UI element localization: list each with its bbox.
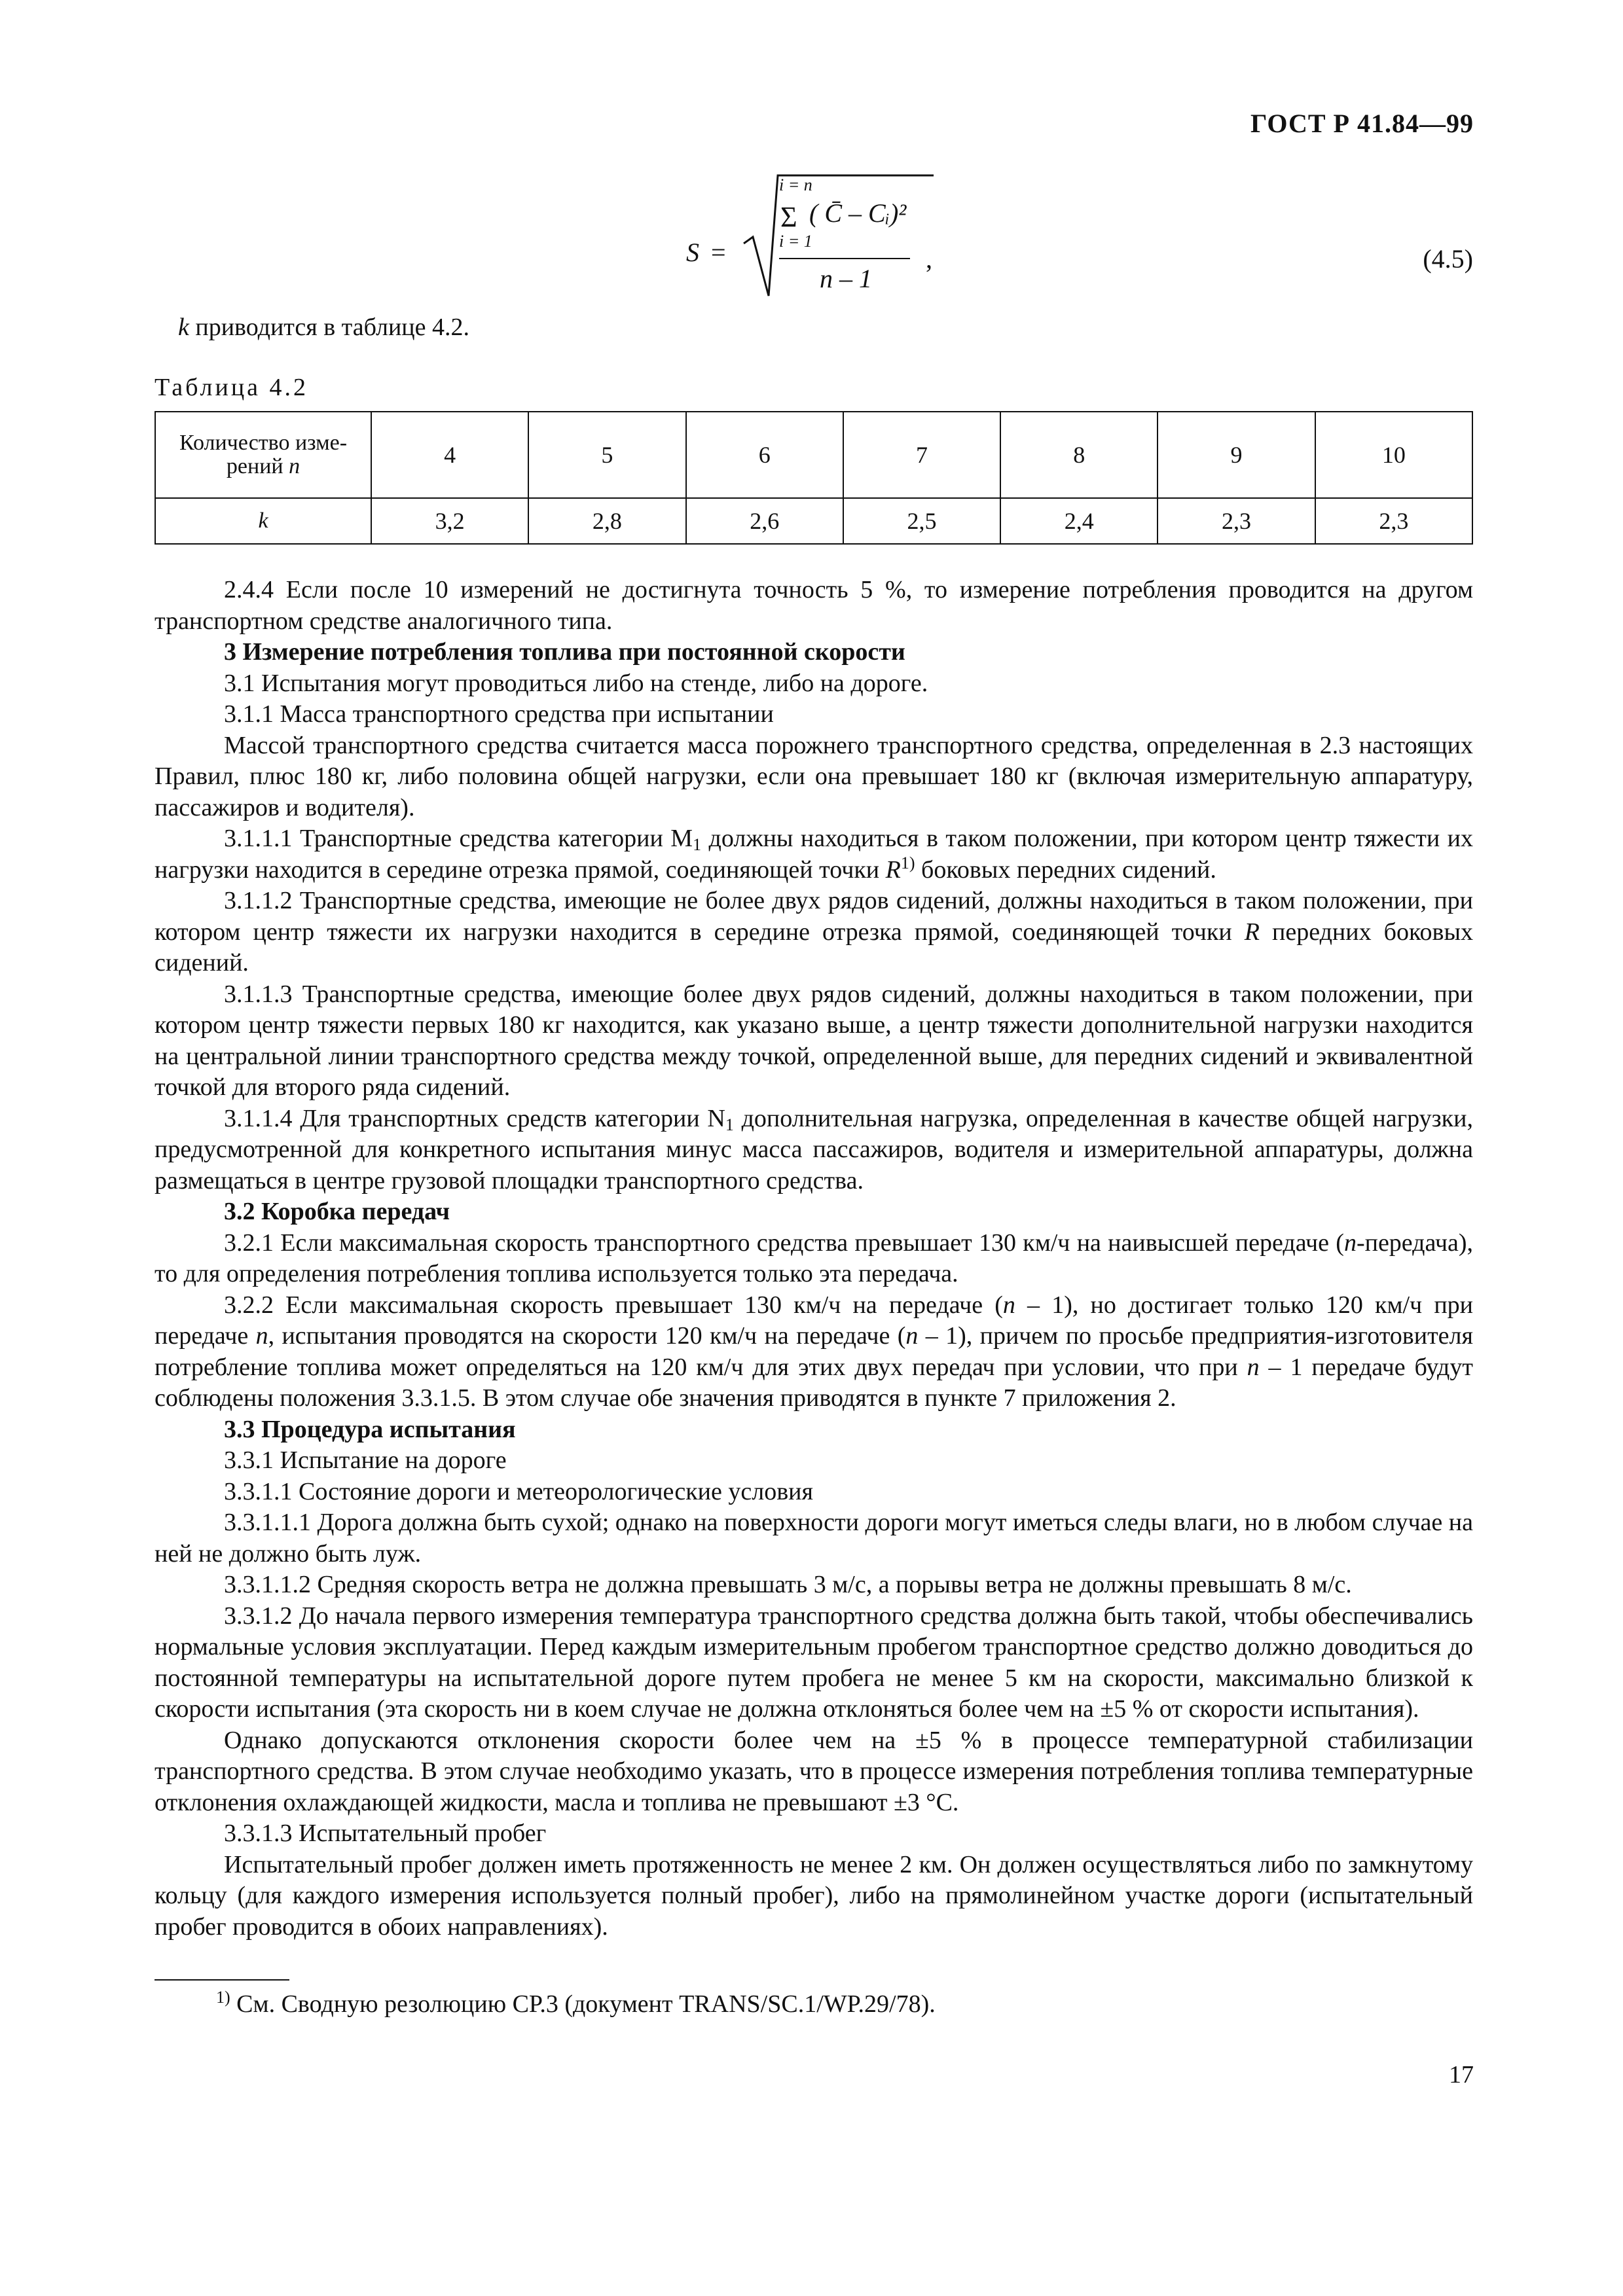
paragraph: 3.3.1.2 До начала первого измерения температура транспортного средства должна быть такой, чтобы обеспечивались нормальные условия эксплуатации. Перед каждым измерительным пробегом транспортное средство должно доводиться до постоянной температуры на испытательной дороге путем пробега не менее 5 км на скорости, максимально близкой к скорости испытания (эта скорость ни в коем случае не должна отклоняться более чем на ±5 % от скорости испытания).	[155, 1602, 1473, 1723]
table-cell: 9	[1158, 412, 1315, 498]
sum-term: ( C̄ – Cᵢ)²	[809, 198, 907, 228]
table-cell: 2,3	[1158, 498, 1315, 544]
text-run: – 1 передаче будут соблюдены положения 3.3.1.5. В этом случае обе значения приводятся в пункте 7 приложения 2.	[155, 1353, 1473, 1412]
point-r: R	[885, 855, 901, 884]
formula-lhs: S	[686, 238, 699, 267]
text-run: – 1), причем по просьбе предприятия-изготовителя потребление топлива может определяться на 120 км/ч для этих двух передач при условии, что при	[155, 1322, 1473, 1381]
var-n: n	[255, 1322, 268, 1350]
point-r: R	[1244, 918, 1260, 946]
table-cell: 2,6	[686, 498, 843, 544]
text-run: – 1), но достигает только 120 км/ч при передаче	[155, 1291, 1473, 1350]
paragraph	[155, 1290, 1473, 1414]
text-run: 3.1.1.4 Для транспортных средств категории N	[224, 1104, 725, 1132]
section-heading: 3.3 Процедура испытания	[224, 1415, 516, 1443]
text-run: 3.1.1.2 Транспортные средства, имеющие не более двух рядов сидений, должны находиться в таком положении, при котором центр тяжести их нагрузки находится в середине отрезка прямой, соединяющей точки	[155, 887, 1473, 946]
table-cell: 2,3	[1315, 498, 1472, 544]
paragraph: 3.3.1.1 Состояние дороги и метеорологические условия	[224, 1477, 813, 1505]
formula-4-5	[655, 171, 1473, 302]
paragraph: 3.1.1 Масса транспортного средства при испытании	[224, 700, 774, 728]
text-run: 3.1.1.1 Транспортные средства категории M	[224, 825, 693, 852]
table-cell: 2,8	[528, 498, 685, 544]
paragraph	[155, 1228, 1473, 1290]
paragraph: Массой транспортного средства считается масса порожнего транспортного средства, определенная в 2.3 настоящих Правил, плюс 180 кг, либо половина общей нагрузки, если она превышает 180 кг (включая измерительную аппаратуру, пассажиров и водителя).	[155, 731, 1473, 821]
k-note	[178, 313, 469, 342]
section-heading: 3.2 Коробка передач	[224, 1198, 450, 1225]
table-row	[155, 498, 1472, 544]
footnote-mark: 1)	[216, 1988, 230, 2007]
paragraph	[155, 823, 1473, 886]
var-n: n	[1343, 1229, 1357, 1257]
text-run: передних боковых сидений.	[155, 918, 1473, 977]
table-cell: 10	[1315, 412, 1472, 498]
paragraph: 3.1 Испытания могут проводиться либо на стенде, либо на дороге.	[224, 669, 928, 697]
paragraph: 2.4.4 Если после 10 измерений не достигнута точность 5 %, то измерение потребления проводится на другом транспортном средстве аналогичного типа.	[155, 576, 1473, 635]
table-cell: 2,4	[1000, 498, 1158, 544]
table-header-cell	[155, 412, 371, 498]
table-cell: 7	[843, 412, 1000, 498]
paragraph	[155, 886, 1473, 979]
page-number: 17	[1449, 2061, 1474, 2089]
formula-number: (4.5)	[1423, 244, 1473, 274]
var-n: n	[1247, 1353, 1260, 1381]
subscript: 1	[725, 1115, 734, 1134]
footnote-text: См. Сводную резолюцию СР.3 (документ TRANS/SC.1/WP.29/78).	[230, 1990, 936, 2018]
table-row	[155, 412, 1472, 498]
text-run: -передача), то для определения потребления топлива используется только эта передача.	[155, 1229, 1473, 1287]
formula-comma: ,	[926, 244, 932, 274]
document-code: ГОСТ Р 41.84—99	[1250, 109, 1474, 138]
text-run: 3.2.1 Если максимальная скорость транспортного средства превышает 130 км/ч на наивысшей передаче (	[224, 1229, 1344, 1257]
text-run: , испытания проводятся на скорости 120 км/ч на передаче (	[268, 1322, 906, 1350]
paragraph: 3.3.1 Испытание на дороге	[224, 1446, 507, 1474]
paragraph: Однако допускаются отклонения скорости более чем на ±5 % в процессе температурной стабилизации транспортного средства. В этом случае необходимо указать, что в процессе измерения потребления топлива температурные отклонения охлаждающей жидкости, масла и топлива не превышают ±3 °С.	[155, 1726, 1473, 1816]
var-n: n	[905, 1322, 919, 1350]
section-heading: 3 Измерение потребления топлива при постоянной скорости	[224, 638, 905, 666]
k-variable: k	[178, 314, 189, 341]
sum-sign: Σ	[780, 201, 797, 233]
row-label-var: n	[289, 454, 301, 478]
body-text	[155, 575, 1473, 1943]
fraction-line	[779, 258, 910, 259]
paragraph: 3.3.1.1.2 Средняя скорость ветра не должна превышать 3 м/с, а порывы ветра не должны превышать 8 м/с.	[224, 1571, 1352, 1598]
footnote-ref: 1)	[900, 853, 915, 872]
table-cell: 5	[528, 412, 685, 498]
table-cell: 3,2	[371, 498, 528, 544]
table-cell: 6	[686, 412, 843, 498]
table-header-cell: k	[155, 498, 371, 544]
text-run: дополнительная нагрузка, определенная в качестве общей нагрузки, предусмотренной для конкретного испытания минус масса пассажиров, водителя и измерительной аппаратуры, должна размещаться в центре грузовой площадки транспортного средства.	[155, 1104, 1473, 1194]
paragraph: 3.3.1.1.1 Дорога должна быть сухой; однако на поверхности дороги могут иметься следы влаги, но в любом случае на ней не должно быть луж.	[155, 1509, 1473, 1568]
footnote	[216, 1990, 936, 2018]
table-cell: 4	[371, 412, 528, 498]
formula-equals: =	[711, 238, 726, 267]
formula-denominator: n – 1	[820, 264, 872, 293]
var-n: n	[1002, 1291, 1015, 1319]
paragraph	[155, 1103, 1473, 1197]
sum-lower-limit: i = 1	[779, 232, 812, 251]
paragraph: 3.3.1.3 Испытательный пробег	[224, 1820, 547, 1847]
row-label: Количество изме-рений	[179, 431, 348, 478]
paragraph: Испытательный пробег должен иметь протяженность не менее 2 км. Он должен осуществляться либо по замкнутому кольцу (для каждого измерения используется полный пробег), либо на прямолинейном участке дороги (испытательный пробег проводится в обоих направлениях).	[155, 1850, 1473, 1941]
table-4-2	[155, 411, 1473, 545]
sum-upper-limit: i = n	[779, 175, 812, 194]
table-cell: 2,5	[843, 498, 1000, 544]
text-run: боковых передних сидений.	[915, 855, 1216, 884]
table-caption: Таблица 4.2	[155, 374, 309, 401]
k-note-text: приводится в таблице 4.2.	[189, 314, 469, 341]
table-cell: 8	[1000, 412, 1158, 498]
text-run: должны находиться в таком положении, при котором центр тяжести их нагрузки находится в середине отрезка прямой, соединяющей точки	[155, 825, 1473, 884]
footnote-divider	[155, 1979, 289, 1981]
paragraph: 3.1.1.3 Транспортные средства, имеющие более двух рядов сидений, должны находиться в таком положении, при котором центр тяжести первых 180 кг находится, как указано выше, а центр тяжести дополнительной нагрузки находится на центральной линии транспортного средства между точкой, определенной выше, для передних сидений и эквивалентной точкой для второго ряда сидений.	[155, 980, 1473, 1101]
text-run: 3.2.2 Если максимальная скорость превышает 130 км/ч на передаче (	[224, 1291, 1003, 1319]
subscript: 1	[693, 835, 702, 854]
